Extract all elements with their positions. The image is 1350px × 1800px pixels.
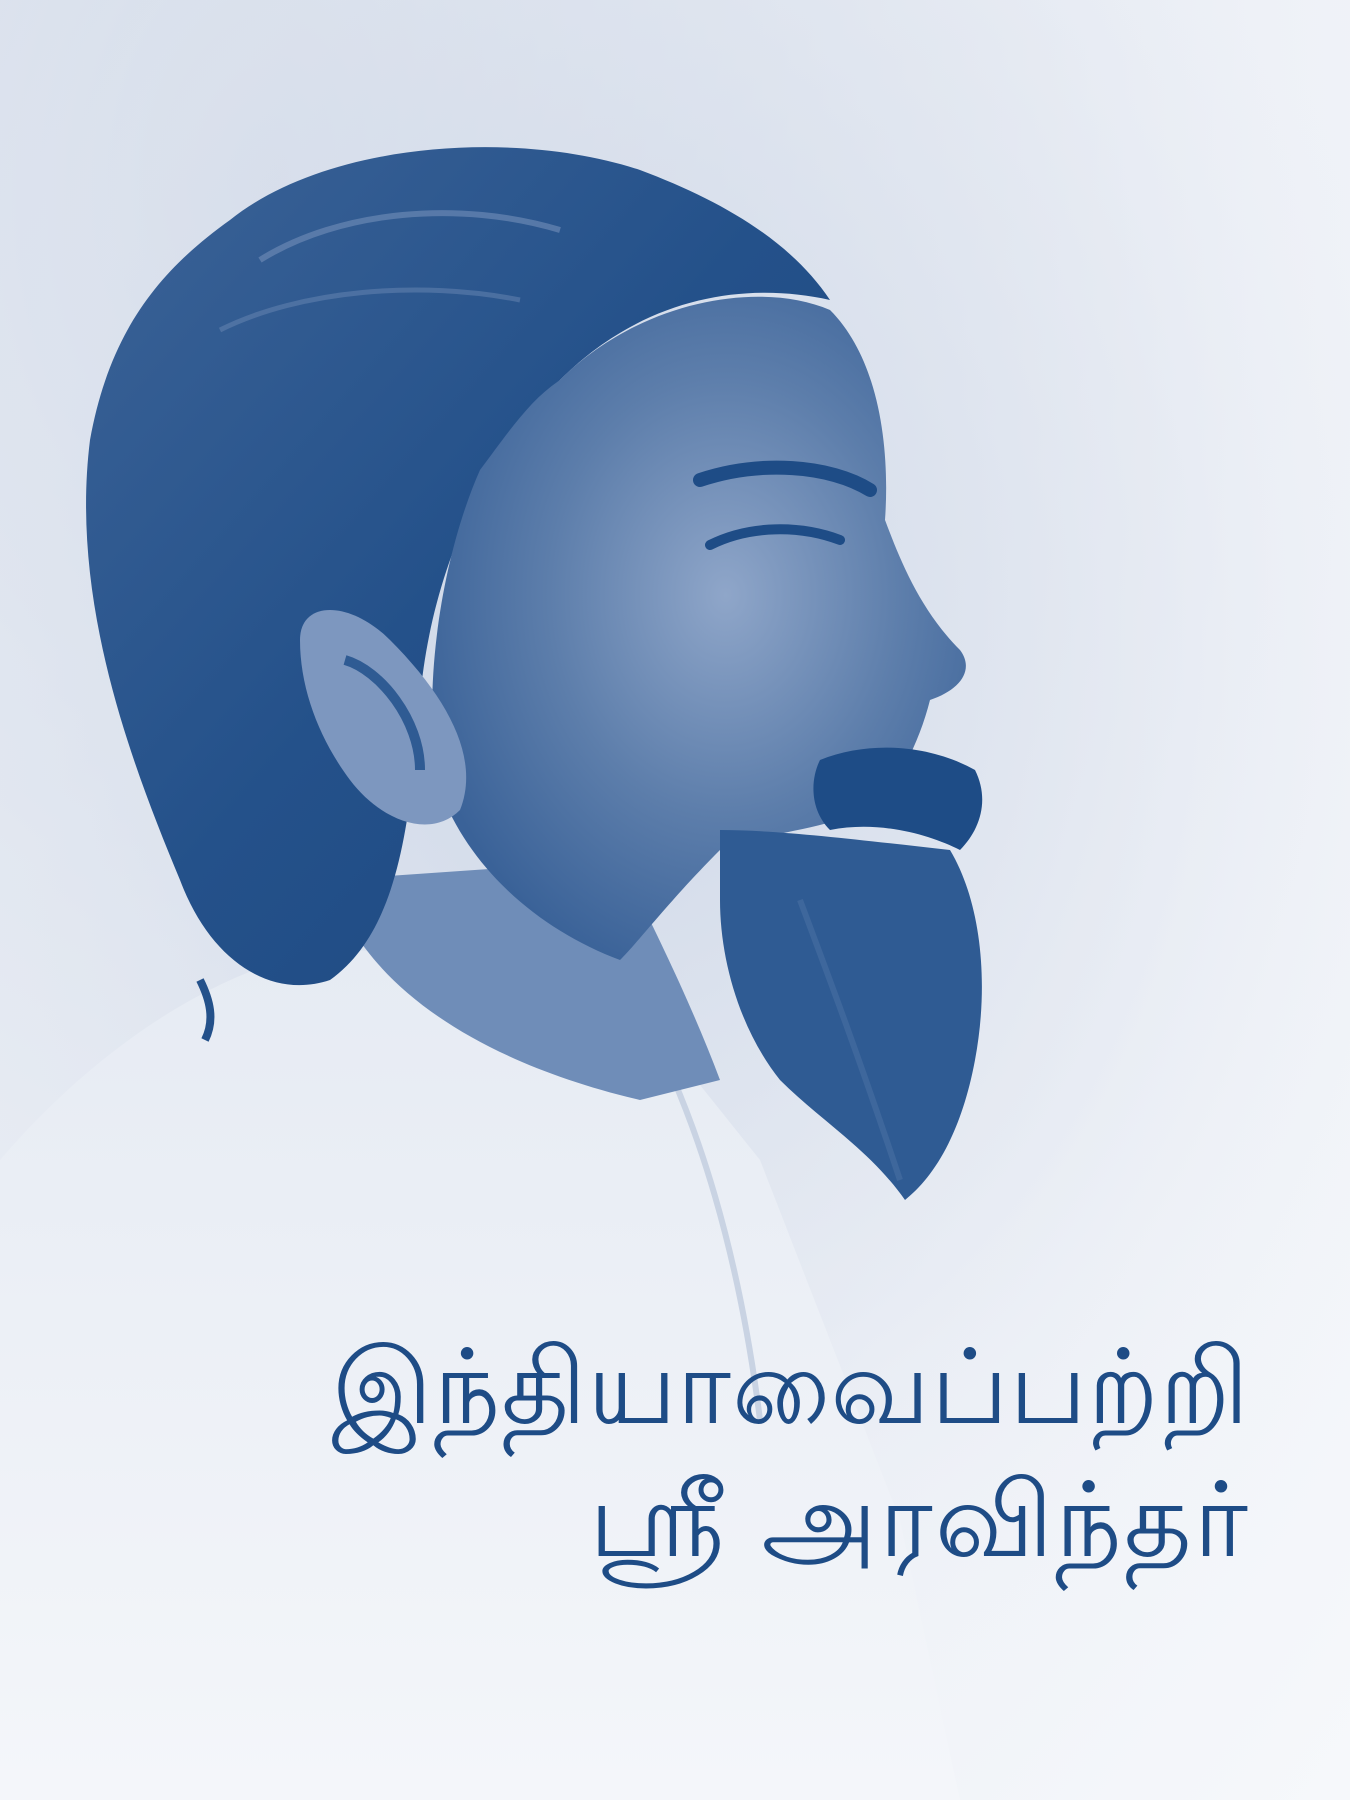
book-title-line-1: இந்தியாவைப்பற்றி <box>331 1326 1250 1448</box>
book-author-line: ஸ்ரீ அரவிந்தர் <box>589 1459 1250 1581</box>
